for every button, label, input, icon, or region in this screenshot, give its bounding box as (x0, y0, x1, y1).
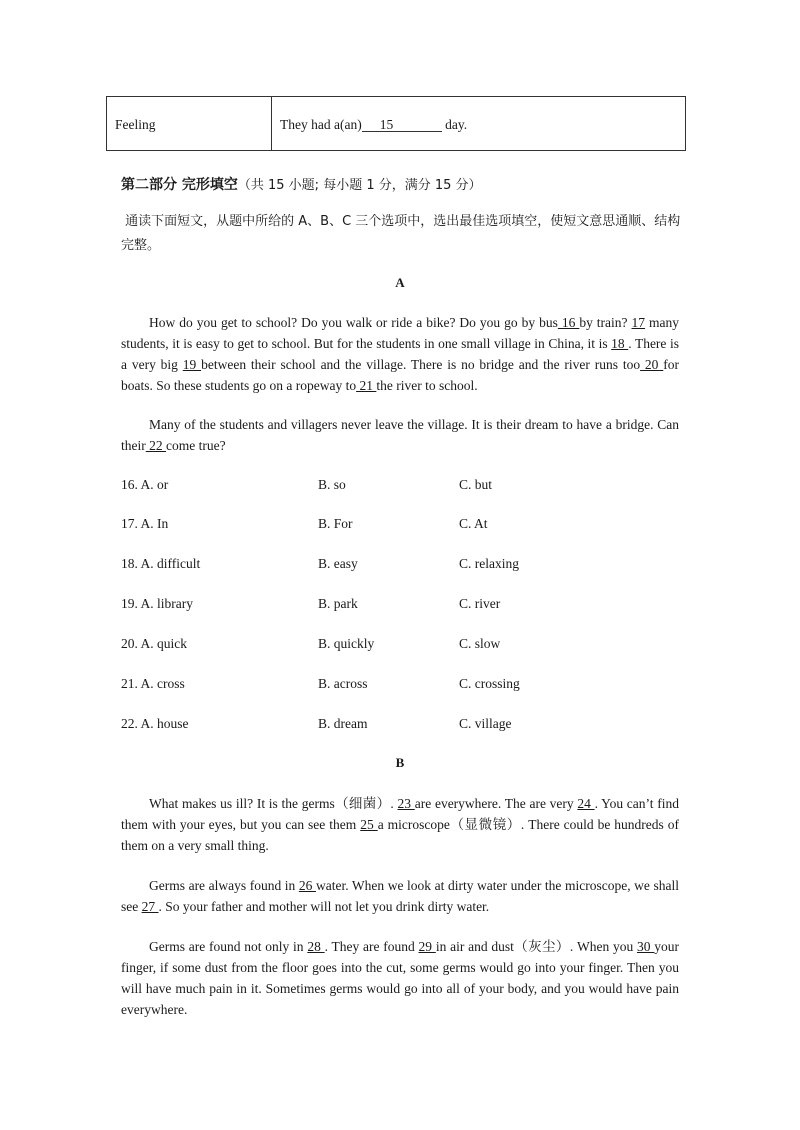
section-b-label: B (395, 755, 405, 770)
part2-subtitle: （共 15 小题; 每小题 1 分，满分 15 分） (237, 178, 482, 193)
section-a-label: A (395, 275, 405, 290)
option-20-c: C. slow (459, 636, 501, 651)
text: . There is a very big (121, 336, 679, 372)
blank-27: 27 (141, 899, 159, 914)
option-18-a: 18. A. difficult (121, 556, 201, 571)
blank-26: 26 (298, 878, 316, 893)
text: Germs are always found in (149, 878, 299, 893)
option-16-b: B. so (318, 477, 346, 492)
text: What makes us ill? It is the germs（细菌）. (149, 796, 398, 811)
option-17-a: 17. A. In (121, 516, 169, 531)
text: the river to school. (376, 378, 478, 393)
text: by train? (579, 315, 628, 330)
blank-16: 16 (557, 315, 580, 330)
option-19-c: C. river (459, 596, 501, 611)
option-22-a: 22. A. house (121, 716, 189, 731)
text: . You can’t find them with your eyes, but you can see them (121, 796, 679, 832)
section-a-paragraph-2 (121, 414, 679, 456)
summary-table (106, 96, 686, 151)
section-a-paragraph-1 (121, 312, 679, 396)
text: . They are found (324, 939, 419, 954)
text: many students, it is easy to get to school. But for the students in one small village in China, it is (121, 315, 680, 351)
blank-18: 18 (611, 336, 629, 351)
text: Germs are found not only in (149, 939, 308, 954)
option-20-a: 20. A. quick (121, 636, 187, 651)
text: water. When we look at dirty water under the microscope, we shall see (121, 878, 679, 914)
table-content-cell (272, 97, 685, 150)
text: in air and dust（灰尘）. When you (435, 939, 637, 954)
blank-15: 15 (362, 118, 442, 132)
blank-21: 21 (356, 378, 377, 393)
part2-instructions (121, 210, 681, 258)
text: How do you get to school? Do you walk or ride a bike? Do you go by bus (149, 315, 558, 330)
text: Many of the students and villagers never leave the village. It is their dream to have a bridge. Can their (121, 417, 679, 453)
part2-title: 第二部分 完形填空 (121, 177, 238, 193)
table-label-cell: Feeling (107, 97, 272, 150)
section-b-paragraph-3 (121, 936, 679, 1020)
option-21-b: B. across (318, 676, 368, 691)
text: come true? (166, 438, 226, 453)
blank-19: 19 (182, 357, 202, 372)
blank-28: 28 (307, 939, 325, 954)
text: for boats. So these students go on a ropeway to (121, 357, 680, 393)
option-17-c: C. At (459, 516, 488, 531)
option-16-c: C. but (459, 477, 493, 492)
option-21-c: C. crossing (459, 676, 520, 691)
section-b-paragraph-1 (121, 793, 679, 856)
instructions-text: 通读下面短文，从题中所给的 A、B、C 三个选项中，选出最佳选项填空，使短文意思通顺、结构完整。 (121, 214, 681, 253)
text: a microscope（显微镜）. There could be hundreds of them on a very small thing. (121, 817, 680, 853)
part2-heading (121, 174, 482, 194)
text: between their school and the village. There is no bridge and the river runs too (201, 357, 641, 372)
table-text-before: They had a(an) (280, 117, 362, 132)
option-19-a: 19. A. library (121, 596, 193, 611)
section-b-paragraph-2 (121, 875, 679, 917)
option-22-b: B. dream (318, 716, 368, 731)
option-19-b: B. park (318, 596, 358, 611)
option-21-a: 21. A. cross (121, 676, 185, 691)
blank-29: 29 (418, 939, 436, 954)
option-22-c: C. village (459, 716, 512, 731)
table-text-after: day. (445, 117, 468, 132)
text: . So your father and mother will not let you drink dirty water. (158, 899, 490, 914)
option-20-b: B. quickly (318, 636, 375, 651)
option-17-b: B. For (318, 516, 353, 531)
text: are everywhere. The are very (414, 796, 578, 811)
option-18-c: C. relaxing (459, 556, 519, 571)
option-18-b: B. easy (318, 556, 358, 571)
blank-30: 30 (636, 939, 655, 954)
blank-17: 17 (631, 315, 646, 330)
option-16-a: 16. A. or (121, 477, 169, 492)
blank-22: 22 (145, 438, 166, 453)
blank-25: 25 (360, 817, 378, 832)
blank-20: 20 (640, 357, 664, 372)
text: your finger, if some dust from the floor goes into the cut, some germs would go into your finger. Then you will have much pain in it. Sometimes germs would go into all of your body, and you would have pain everywhere. (121, 939, 680, 1017)
blank-23: 23 (397, 796, 415, 811)
blank-24: 24 (577, 796, 595, 811)
